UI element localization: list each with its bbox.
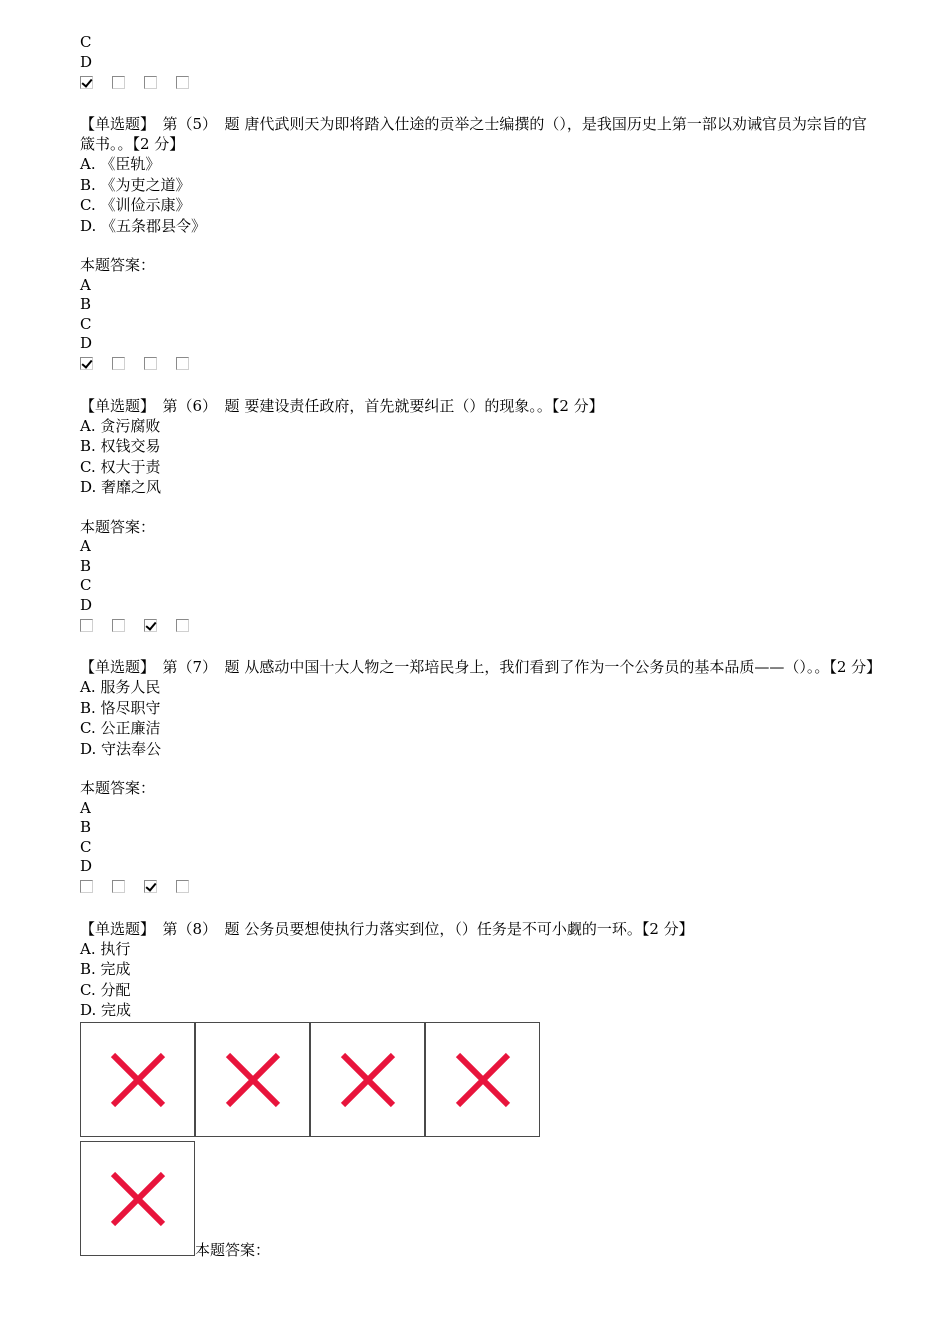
checkbox-b[interactable] xyxy=(112,357,125,370)
answer-letter-c: C xyxy=(80,314,92,333)
broken-image-x-icon xyxy=(224,1051,282,1109)
option-a: A. 执行 xyxy=(80,939,131,958)
option-c: C. 权大于责 xyxy=(80,457,161,476)
answer-letter-d: D xyxy=(80,857,93,875)
answer-letter-b: B xyxy=(80,556,92,575)
checkbox-d[interactable] xyxy=(176,880,189,893)
option-b: B. 恪尽职守 xyxy=(80,698,161,717)
option-d: D. 完成 xyxy=(80,1001,132,1019)
option-d: D. 奢靡之风 xyxy=(80,478,162,496)
answer-letter-a: A xyxy=(80,275,91,294)
option-a: A. 服务人民 xyxy=(80,678,161,696)
answer-label: 本题答案： xyxy=(80,256,156,274)
checkbox-b[interactable] xyxy=(112,880,125,893)
broken-image-x-icon xyxy=(109,1170,167,1228)
question-header: 【单选题】 第（8） 题 公务员要想使执行力落实到位，（）任务是不可小觑的一环。【2 分】 xyxy=(80,919,694,938)
question-header: 【单选题】 第（7） 题 从感动中国十大人物之一郑培民身上，我们看到了作为一个公务员的基本品质——（）。。【2 分】 xyxy=(80,658,882,676)
checkbox-d[interactable] xyxy=(176,357,189,370)
broken-image-d xyxy=(425,1022,540,1137)
checkbox-c[interactable] xyxy=(144,619,157,632)
option-c: C. 公正廉洁 xyxy=(80,719,161,737)
broken-image-x-icon xyxy=(454,1051,512,1109)
answer-letter-d: D xyxy=(80,52,93,71)
answer-letter-d: D xyxy=(80,334,93,352)
question-header: 【单选题】 第（5） 题 唐代武则天为即将踏入仕途的贡举之士编撰的（），是我国历史上第一部以劝诫官员为宗旨的官箴书。。【2 分】 xyxy=(80,115,867,153)
option-b: B. 《为吏之道》 xyxy=(80,175,191,194)
answer-checkbox-row xyxy=(80,354,880,374)
broken-image-e xyxy=(80,1141,195,1256)
checkbox-a[interactable] xyxy=(80,76,93,89)
option-b: B. 权钱交易 xyxy=(80,437,161,455)
option-b: B. 完成 xyxy=(80,960,131,978)
exam-page xyxy=(80,33,882,1259)
question-8 xyxy=(80,919,880,1259)
answer-letter-a: A xyxy=(80,537,91,555)
question-header: 【单选题】 第（6） 题 要建设责任政府，首先就要纠正（）的现象。。【2 分】 xyxy=(80,396,604,415)
answer-label: 本题答案： xyxy=(80,779,156,797)
answer-letter-d: D xyxy=(80,595,93,614)
checkbox-c[interactable] xyxy=(144,880,157,893)
option-d: D. 守法奉公 xyxy=(80,739,162,758)
checkbox-a[interactable] xyxy=(80,880,93,893)
checkbox-c[interactable] xyxy=(144,76,157,89)
checkbox-a[interactable] xyxy=(80,357,93,370)
broken-image-x-icon xyxy=(109,1051,167,1109)
broken-image-b xyxy=(195,1022,310,1137)
answer-letter-b: B xyxy=(80,295,92,313)
question-6 xyxy=(80,396,880,636)
answer-checkbox-row xyxy=(80,615,880,635)
answer-label: 本题答案： xyxy=(195,1240,271,1259)
answer-letter-c: C xyxy=(80,837,92,856)
answer-checkbox-row xyxy=(80,72,880,92)
checkbox-d[interactable] xyxy=(176,76,189,89)
answer-checkbox-row xyxy=(80,877,880,897)
broken-image-a xyxy=(80,1022,195,1137)
option-d: D. 《五条郡县令》 xyxy=(80,216,207,235)
answer-label: 本题答案： xyxy=(80,517,156,536)
checkbox-b[interactable] xyxy=(112,76,125,89)
option-a: A. 贪污腐败 xyxy=(80,416,161,435)
question-5 xyxy=(80,114,880,374)
checkbox-c[interactable] xyxy=(144,357,157,370)
broken-image-x-icon xyxy=(339,1051,397,1109)
broken-image-c xyxy=(310,1022,425,1137)
checkbox-a[interactable] xyxy=(80,619,93,632)
broken-image-grid xyxy=(80,1022,880,1259)
option-c: C. 《训俭示康》 xyxy=(80,196,191,214)
answer-letter-c: C xyxy=(80,33,92,51)
checkbox-d[interactable] xyxy=(176,619,189,632)
option-c: C. 分配 xyxy=(80,980,131,999)
option-a: A. 《臣轨》 xyxy=(80,155,161,173)
answer-letter-b: B xyxy=(80,818,92,836)
question-7 xyxy=(80,657,880,897)
answer-letter-c: C xyxy=(80,576,92,594)
answer-letter-a: A xyxy=(80,798,91,817)
checkbox-b[interactable] xyxy=(112,619,125,632)
